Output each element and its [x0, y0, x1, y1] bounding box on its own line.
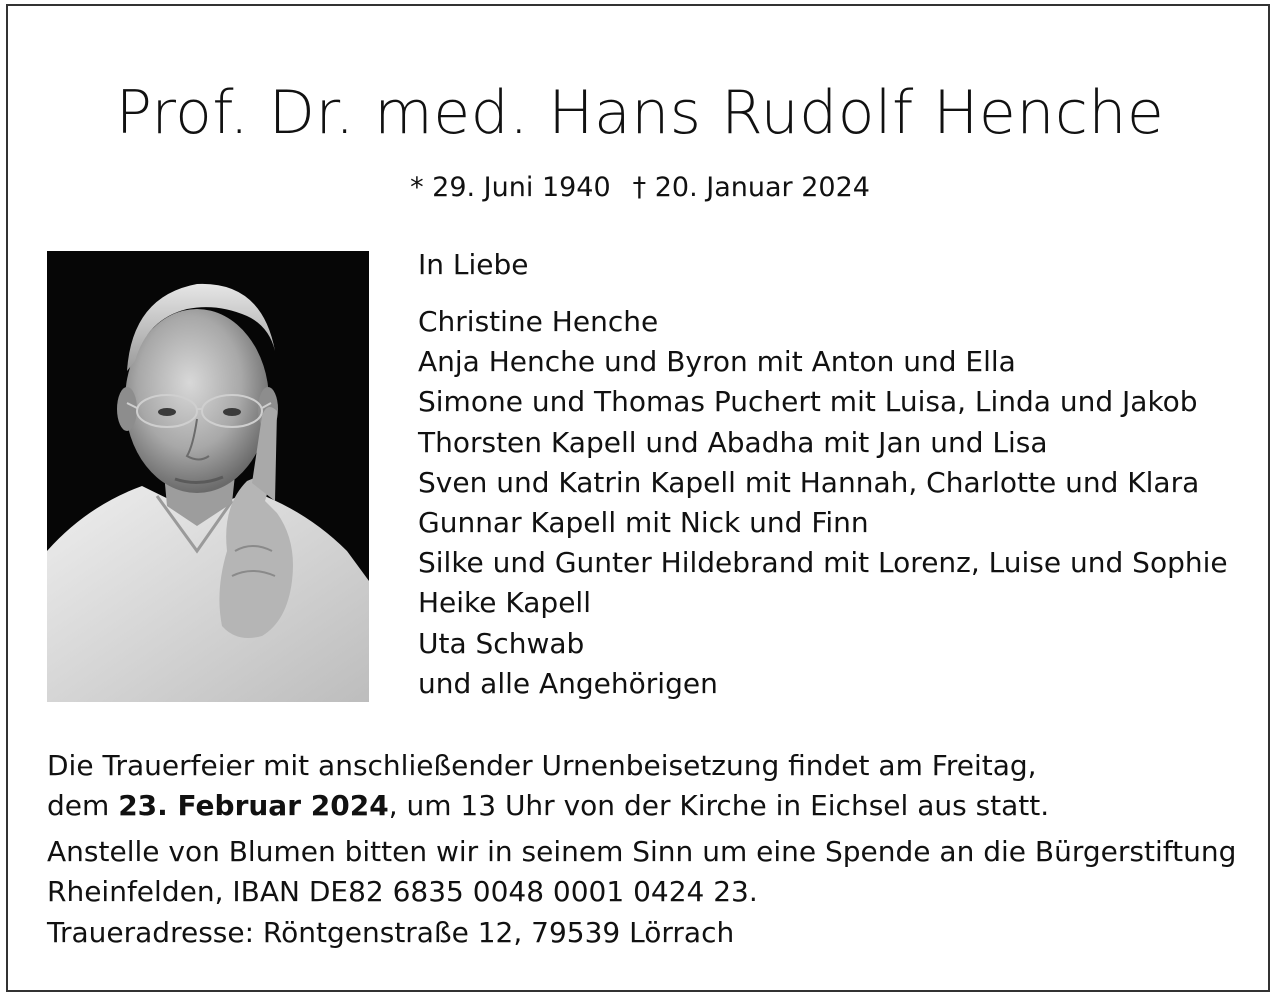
birth-date: * 29. Juni 1940	[410, 172, 611, 203]
donation-line-1: Anstelle von Blumen bitten wir in seinem Sinn um eine Spende an die Bürgerstiftung	[47, 835, 1237, 868]
ceremony-line-2	[47, 786, 1049, 826]
ceremony-info	[47, 746, 1049, 826]
family-member: Anja Henche und Byron mit Anton und Ella	[418, 345, 1016, 379]
mourning-address: Traueradresse: Röntgenstraße 12, 79539 Lörrach	[47, 916, 735, 949]
family-member: Sven und Katrin Kapell mit Hannah, Charlotte und Klara	[418, 465, 1200, 499]
intro-line: In Liebe	[418, 248, 529, 281]
family-member: Simone und Thomas Puchert mit Luisa, Linda und Jakob	[418, 385, 1198, 419]
ceremony-line-1: Die Trauerfeier mit anschließender Urnenbeisetzung findet am Freitag,	[47, 749, 1037, 782]
ceremony-prefix: dem	[47, 789, 119, 822]
ceremony-date: 23. Februar 2024	[118, 789, 389, 822]
family-member: Heike Kapell	[418, 586, 591, 620]
portrait-photo-illustration	[47, 251, 369, 702]
deceased-name: Prof. Dr. med. Hans Rudolf Henche	[115, 78, 1165, 148]
life-dates	[0, 172, 1280, 203]
family-member: Uta Schwab	[418, 626, 585, 660]
death-date: † 20. Januar 2024	[632, 172, 870, 203]
donation-line-2: Rheinfelden, IBAN DE82 6835 0048 0001 0424 23.	[47, 875, 758, 908]
family-member: Christine Henche	[418, 305, 659, 338]
donation-info	[47, 832, 1236, 912]
ceremony-suffix: , um 13 Uhr von der Kirche in Eichsel aus statt.	[388, 789, 1050, 822]
family-member: Gunnar Kapell mit Nick und Finn	[418, 506, 869, 540]
family-member: und alle Angehörigen	[418, 666, 718, 700]
family-member: Thorsten Kapell und Abadha mit Jan und Lisa	[418, 425, 1048, 459]
family-member: Silke und Gunter Hildebrand mit Lorenz, Luise und Sophie	[418, 546, 1228, 580]
family-list	[418, 302, 1228, 704]
portrait-photo	[47, 251, 369, 702]
